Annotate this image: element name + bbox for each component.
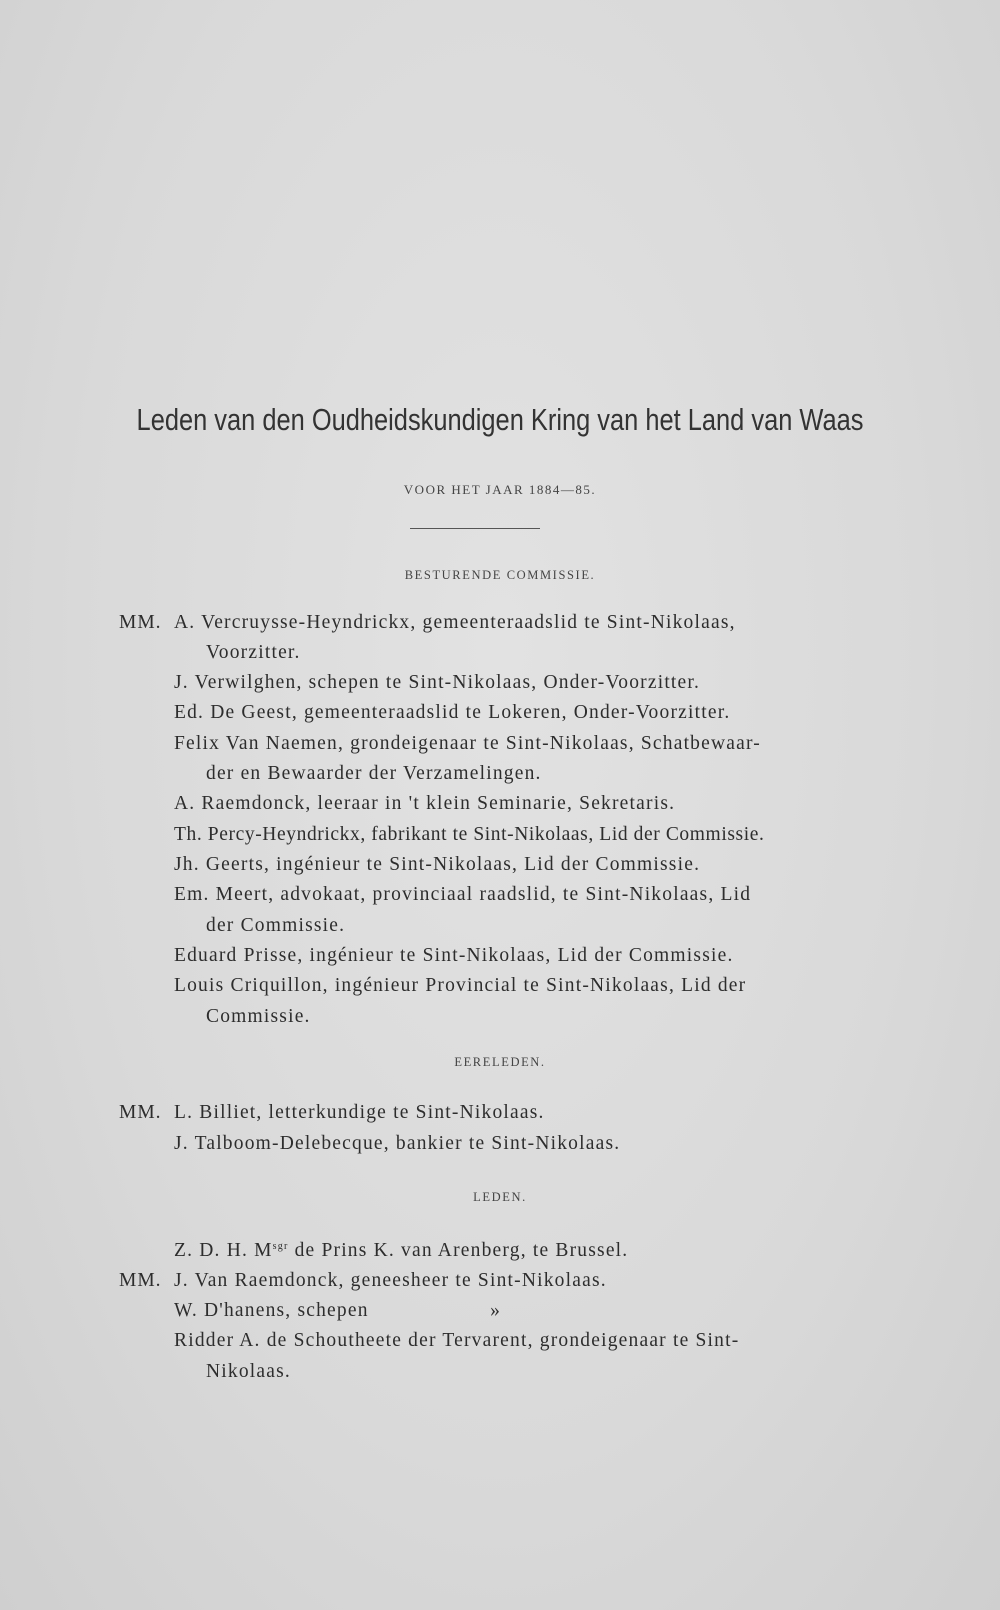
bestuur-line: der en Bewaarder der Verzamelingen.: [206, 763, 542, 784]
bestuur-line: Ed. De Geest, gemeenteraadslid te Lokeren, Onder-Voorzitter.: [174, 702, 731, 723]
section-heading-leden: LEDEN.: [473, 1190, 527, 1204]
bestuur-line: A. Raemdonck, leeraar in 't klein Seminarie, Sekretaris.: [174, 793, 676, 814]
page-subtitle: VOOR HET JAAR 1884—85.: [403, 482, 597, 497]
divider-rule: [410, 528, 540, 529]
leden-line-first-b: de Prins K. van Arenberg, te Brussel.: [288, 1240, 629, 1261]
page-title: Leden van den Oudheidskundigen Kring van het Land van Waas: [136, 402, 864, 437]
leden-line-first-a: Z. D. H. M: [174, 1240, 273, 1261]
eereleden-line: J. Talboom-Delebecque, bankier te Sint-Nikolaas.: [174, 1133, 621, 1154]
leden-line: W. D'hanens, schepen »: [174, 1300, 502, 1321]
prefix-mm-leden: MM.: [119, 1270, 162, 1291]
bestuur-line: J. Verwilghen, schepen te Sint-Nikolaas, Onder-Voorzitter.: [174, 672, 701, 693]
leden-line: Nikolaas.: [206, 1361, 291, 1382]
bestuur-line: Em. Meert, advokaat, provinciaal raadslid, te Sint-Nikolaas, Lid: [174, 884, 752, 905]
bestuur-line: Commissie.: [206, 1006, 311, 1027]
leden-line: Ridder A. de Schoutheete der Tervarent, grondeigenaar te Sint-: [174, 1330, 740, 1351]
prefix-mm-eereleden: MM.: [119, 1102, 162, 1123]
leden-line-first-sup: sgr: [272, 1241, 289, 1252]
section-heading-eereleden: EERELEDEN.: [454, 1055, 546, 1069]
section-heading-bestuur: BESTURENDE COMMISSIE.: [404, 568, 596, 582]
leden-line: J. Van Raemdonck, geneesheer te Sint-Nikolaas.: [174, 1270, 607, 1291]
bestuur-line: A. Vercruysse-Heyndrickx, gemeenteraadslid te Sint-Nikolaas,: [174, 612, 736, 633]
bestuur-line: der Commissie.: [206, 915, 346, 936]
bestuur-line: Louis Criquillon, ingénieur Provincial te Sint-Nikolaas, Lid der: [174, 975, 747, 996]
leden-line-first: [174, 1240, 628, 1262]
bestuur-line: Jh. Geerts, ingénieur te Sint-Nikolaas, Lid der Commissie.: [174, 854, 701, 875]
bestuur-line: Voorzitter.: [206, 642, 301, 663]
prefix-mm-bestuur: MM.: [119, 612, 162, 633]
eereleden-line: L. Billiet, letterkundige te Sint-Nikolaas.: [174, 1102, 545, 1123]
bestuur-line: Felix Van Naemen, grondeigenaar te Sint-Nikolaas, Schatbewaar-: [174, 733, 761, 754]
bestuur-line: Eduard Prisse, ingénieur te Sint-Nikolaas, Lid der Commissie.: [174, 945, 734, 966]
bestuur-line: Th. Percy-Heyndrickx, fabrikant te Sint-Nikolaas, Lid der Commissie.: [174, 824, 765, 845]
